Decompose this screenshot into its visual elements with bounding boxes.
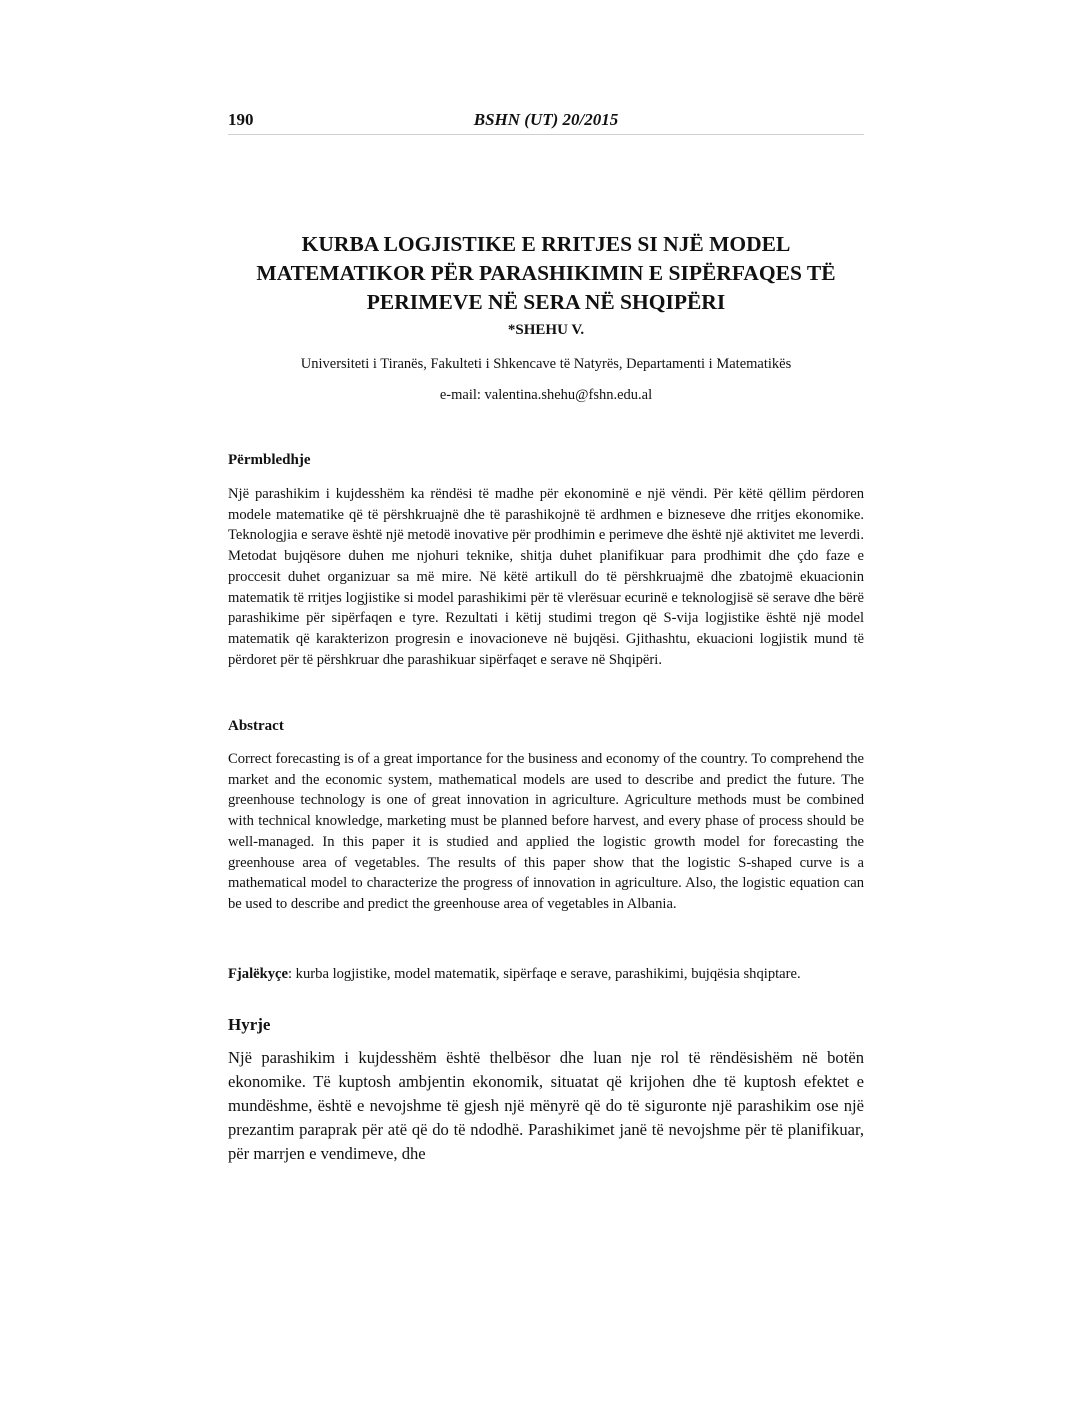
author-affiliation: Universiteti i Tiranës, Fakulteti i Shkencave të Natyrës, Departamenti i Matematikës: [300, 356, 792, 372]
author-name: *SHEHU V.: [507, 322, 585, 338]
hyrje-heading: Hyrje: [228, 1015, 271, 1034]
author-email: e-mail: valentina.shehu@fshn.edu.al: [439, 387, 653, 403]
running-header: [228, 110, 864, 135]
abstract-heading: Abstract: [228, 718, 284, 734]
article-title: KURBA LOGJISTIKE E RRITJES SI NJË MODEL MATEMATIKOR PËR PARASHIKIMIN E SIPËRFAQES TË PERIMEVE NË SERA NË SHQIPËRI: [256, 232, 836, 314]
permbledhje-heading: Përmbledhje: [228, 452, 311, 468]
abstract-text: Correct forecasting is of a great importance for the business and economy of the country. To comprehend the market and the economic system, mathematical models are used to describe and predict the future. The greenhouse technology is one of great innovation in agriculture. Agriculture methods must be combined with technical knowledge, marketing must be planned before harvest, and every phase of process should be well-managed. In this paper it is studied and applied the logistic growth model for forecasting the greenhouse area of vegetables. The results of this paper show that the logistic S-shaped curve is a mathematical model to characterize the progress of innovation in agriculture. Also, the logistic equation can be used to describe and predict the greenhouse area of vegetables in Albania.: [228, 751, 864, 912]
hyrje-text: Një parashikim i kujdesshëm është thelbësor dhe luan nje rol të rëndësishëm në botën ekonomike. Të kuptosh ambjentin ekonomik, situatat që krijohen dhe të kuptosh efektet e mundëshme, është e nevojshme të gjesh një mënyrë që do të siguronte një parashikim ose një prezantim paraprak për atë që do të ndodhë. Parashikimet janë të nevojshme për të planifikuar, për marrjen e vendimeve, dhe: [228, 1048, 864, 1163]
permbledhje-text: Një parashikim i kujdesshëm ka rëndësi të madhe për ekonominë e një vëndi. Për këtë qëllim përdoren modele matematike që të përshkruajnë dhe të parashikojnë të ardhmen e bizneseve dhe rritjes ekonomike. Teknologjia e serave është një metodë inovative për prodhimin e perimeve dhe është një aktivitet me leverdi. Metodat bujqësore duhen me njohuri teknike, shitja duhet planifikuar para prodhimit dhe çdo faze e proccesit duhet organizuar sa më mire. Në këtë artikull do të përshkruajmë dhe zbatojmë ekuacionin matematik të rritjes logjistike si model parashikimi për të vlerësuar ecurinë e teknologjisë së serave dhe bërë parashikime për sipërfaqen e tyre. Rezultati i këtij studimi tregon që S-vija logjistike është një model matematik që karakterizon progresin e inovacioneve në bujqësi. Gjithashtu, ekuacioni logjistik mund të përdoret për të përshkruar dhe parashikuar sipërfaqet e serave në Shqipëri.: [228, 486, 864, 668]
keywords-text: : kurba logjistike, model matematik, sipërfaqe e serave, parashikimi, bujqësia shqiptare.: [287, 966, 801, 982]
keywords-label: Fjalëkyçe: [228, 966, 288, 982]
page-number: 190: [228, 110, 254, 129]
journal-reference: BSHN (UT) 20/2015: [473, 110, 619, 129]
keywords-paragraph: [228, 964, 864, 985]
